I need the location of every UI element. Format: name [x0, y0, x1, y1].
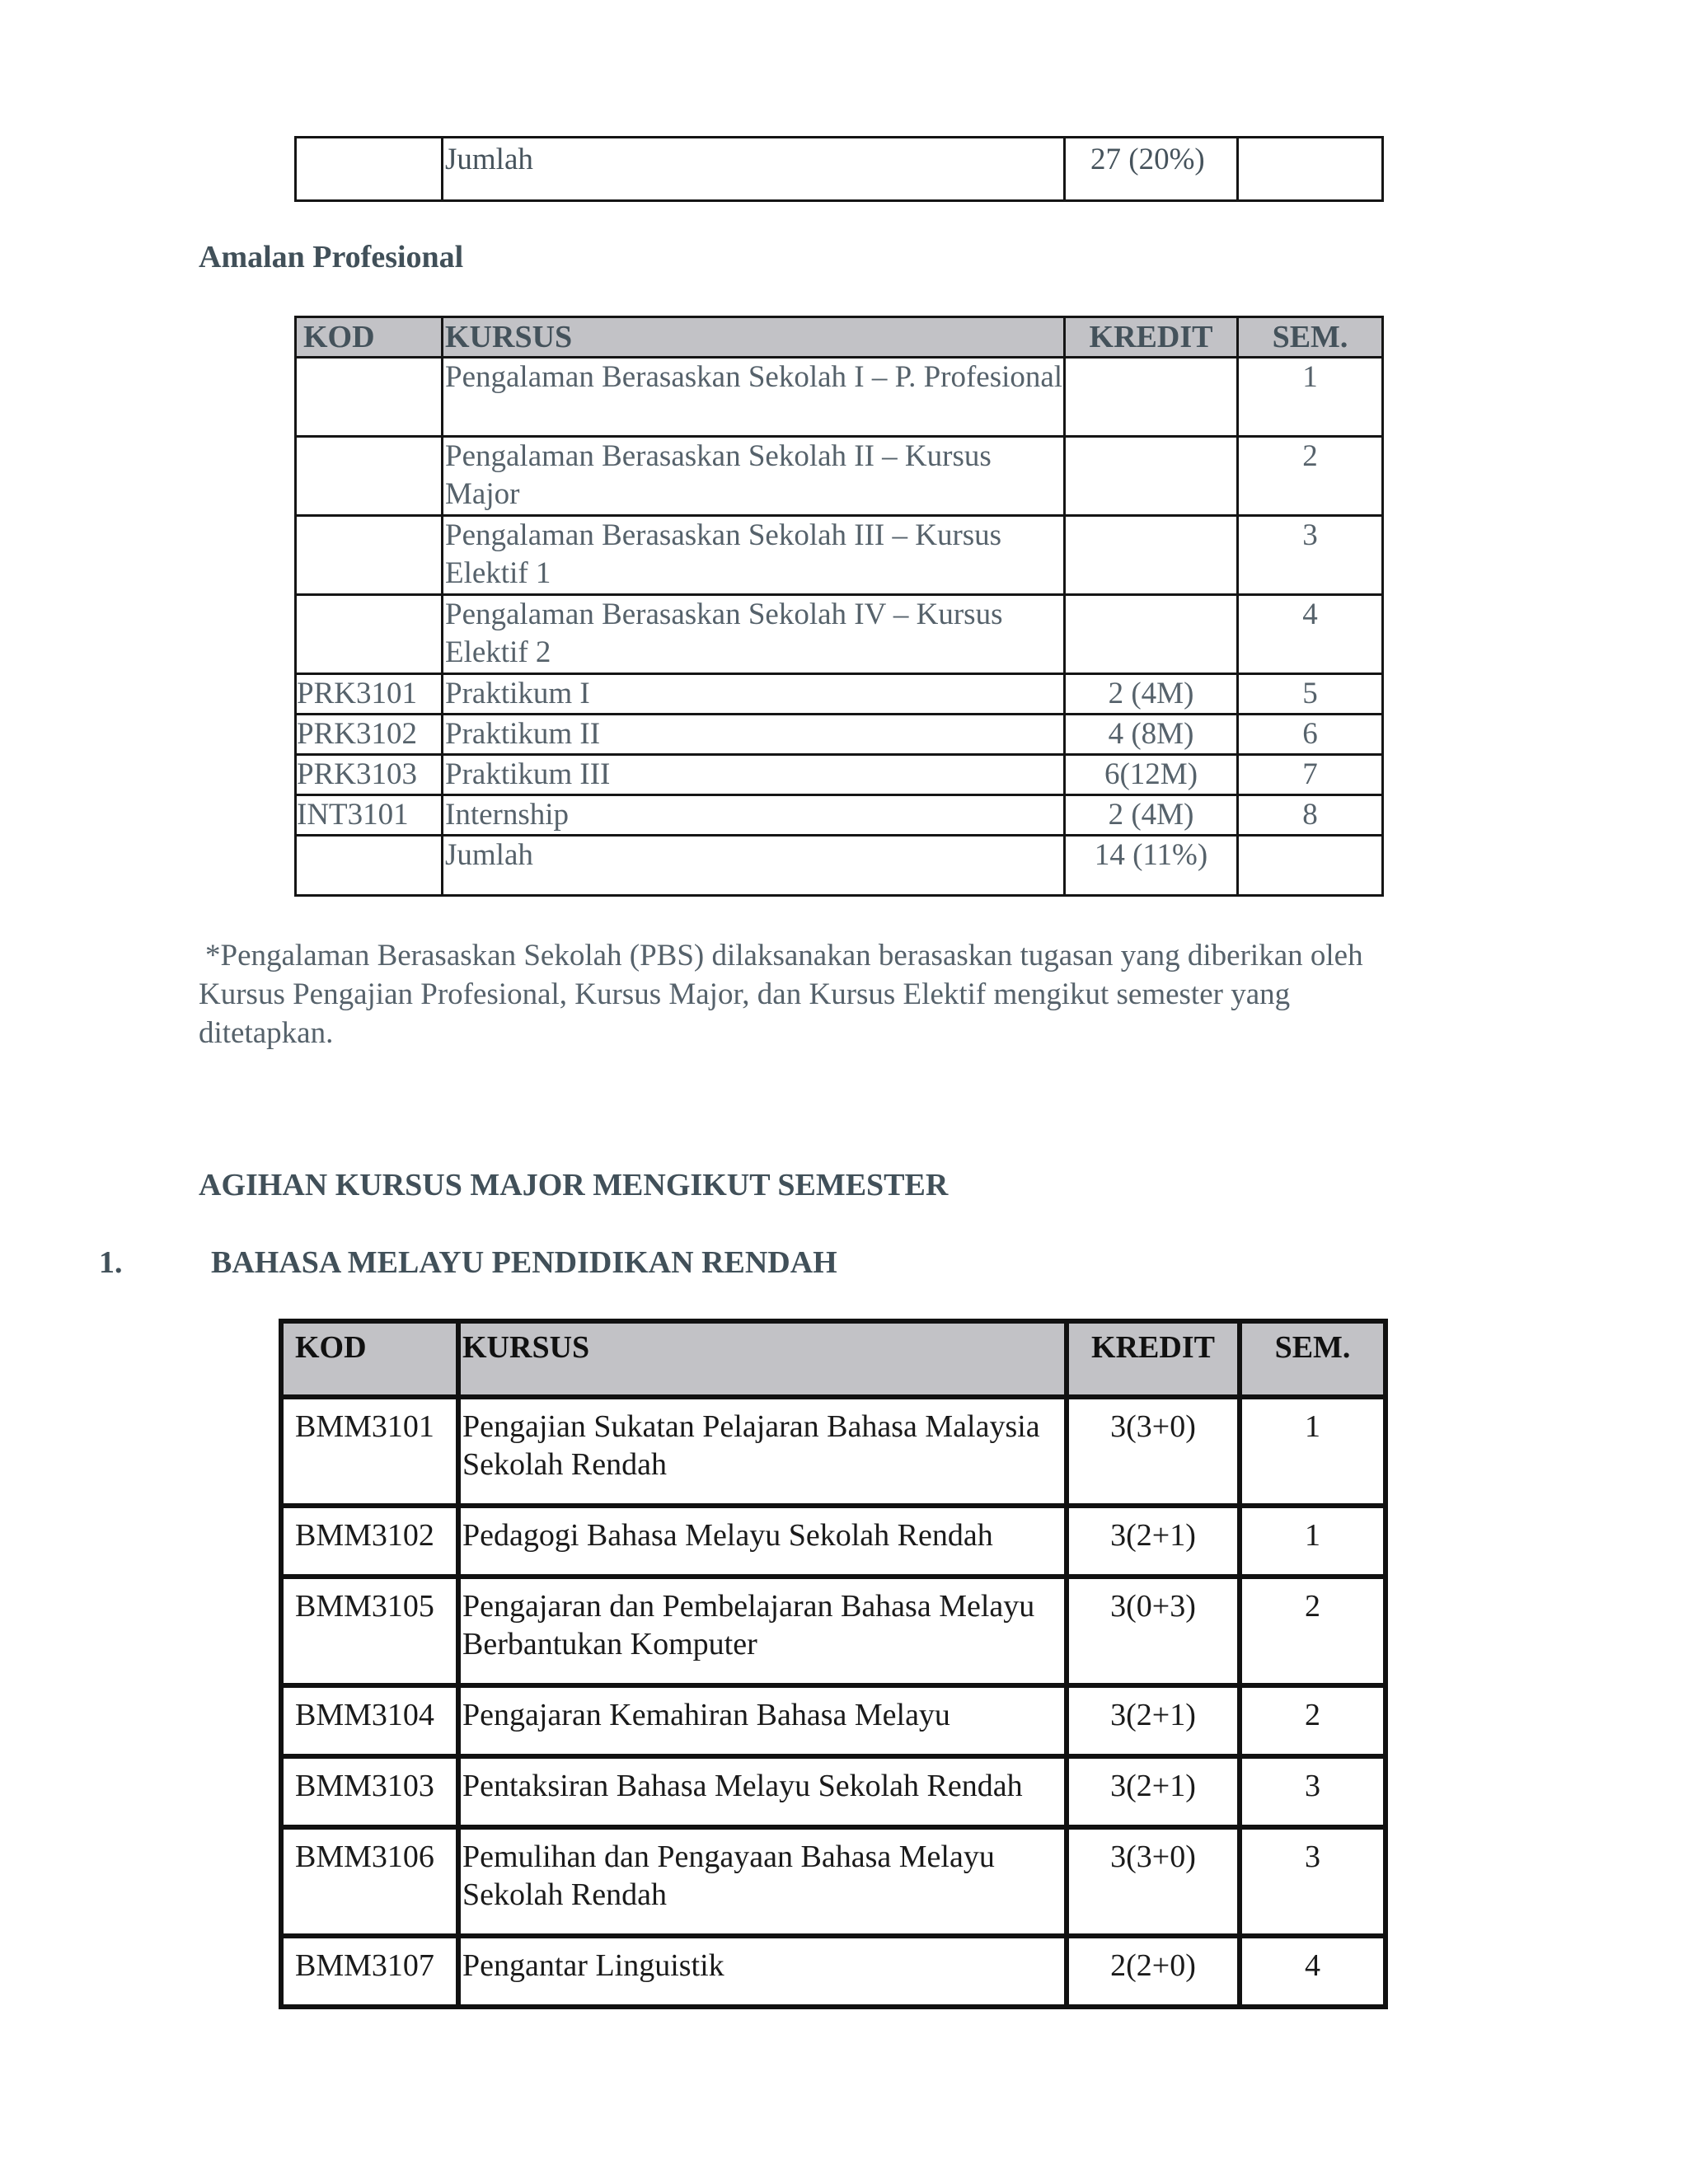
section-title: BAHASA MELAYU PENDIDIKAN RENDAH — [211, 1245, 837, 1280]
table-row — [296, 755, 1383, 795]
header-kod: KOD — [281, 1321, 458, 1397]
pbs-note — [199, 936, 1484, 1052]
note-line-2: Kursus Pengajian Profesional, Kursus Major, dan Kursus Elektif mengikut semester yang — [199, 977, 1291, 1011]
kredit-cell: 3(2+1) — [1067, 1506, 1240, 1577]
kod-cell: INT3101 — [296, 795, 443, 836]
kursus-cell: Internship — [443, 795, 1065, 836]
kod-cell: PRK3101 — [296, 674, 443, 715]
table-row — [296, 516, 1383, 595]
table-row — [281, 1577, 1386, 1685]
kod-cell: BMM3106 — [281, 1827, 458, 1936]
table-row — [296, 795, 1383, 836]
kursus-cell: Praktikum III — [443, 755, 1065, 795]
sem-cell: 3 — [1238, 516, 1383, 595]
section-heading-amalan: Amalan Profesional — [199, 240, 464, 274]
sem-cell: 6 — [1238, 715, 1383, 755]
table-row — [281, 1756, 1386, 1827]
table-row — [281, 1685, 1386, 1756]
kursus-cell: Pengalaman Berasaskan Sekolah IV – Kursus Elektif 2 — [443, 595, 1065, 674]
section-heading-agihan: AGIHAN KURSUS MAJOR MENGIKUT SEMESTER — [199, 1168, 949, 1202]
sem-cell: 2 — [1238, 437, 1383, 516]
kod-cell: BMM3104 — [281, 1685, 458, 1756]
table-row — [281, 1827, 1386, 1936]
kredit-cell — [1065, 595, 1238, 674]
header-kredit: KREDIT — [1065, 317, 1238, 358]
kursus-cell: Pengantar Linguistik — [458, 1936, 1067, 2007]
bahasa-melayu-table — [279, 1319, 1388, 2009]
total-table-top — [294, 136, 1384, 202]
table-row — [281, 1397, 1386, 1506]
sem-cell: 5 — [1238, 674, 1383, 715]
table-row — [296, 437, 1383, 516]
kod-cell: BMM3102 — [281, 1506, 458, 1577]
sem-cell: 3 — [1240, 1756, 1386, 1827]
kod-cell — [296, 516, 443, 595]
sem-cell: 7 — [1238, 755, 1383, 795]
kredit-cell — [1065, 516, 1238, 595]
table-row — [296, 358, 1383, 437]
kredit-cell: 3(3+0) — [1067, 1827, 1240, 1936]
sem-cell: 4 — [1240, 1936, 1386, 2007]
sem-cell — [1238, 836, 1383, 896]
kredit-cell: 3(2+1) — [1067, 1685, 1240, 1756]
kredit-cell: 3(2+1) — [1067, 1756, 1240, 1827]
kredit-cell: 2 (4M) — [1065, 795, 1238, 836]
kredit-cell: 2(2+0) — [1067, 1936, 1240, 2007]
kursus-cell: Pengalaman Berasaskan Sekolah I – P. Profesional — [443, 358, 1065, 437]
kod-cell: BMM3105 — [281, 1577, 458, 1685]
table-row — [296, 138, 1383, 201]
kod-cell: PRK3103 — [296, 755, 443, 795]
sem-cell: 1 — [1240, 1506, 1386, 1577]
table-row — [281, 1936, 1386, 2007]
kursus-cell: Praktikum II — [443, 715, 1065, 755]
sem-cell — [1238, 138, 1383, 201]
note-line-3: ditetapkan. — [199, 1016, 334, 1050]
kod-cell: BMM3107 — [281, 1936, 458, 2007]
table-row — [296, 595, 1383, 674]
kod-cell: PRK3102 — [296, 715, 443, 755]
sem-cell: 2 — [1240, 1685, 1386, 1756]
kredit-cell: 2 (4M) — [1065, 674, 1238, 715]
kredit-cell: 3(3+0) — [1067, 1397, 1240, 1506]
header-kod: KOD — [296, 317, 443, 358]
kredit-cell: 3(0+3) — [1067, 1577, 1240, 1685]
kredit-cell: 6(12M) — [1065, 755, 1238, 795]
table-header-row — [281, 1321, 1386, 1397]
kursus-cell: Praktikum I — [443, 674, 1065, 715]
sem-cell: 1 — [1238, 358, 1383, 437]
table-row — [296, 715, 1383, 755]
kursus-cell: Jumlah — [443, 836, 1065, 896]
kursus-cell: Pengalaman Berasaskan Sekolah II – Kursus Major — [443, 437, 1065, 516]
kredit-cell — [1065, 437, 1238, 516]
kredit-cell: 4 (8M) — [1065, 715, 1238, 755]
header-kursus: KURSUS — [443, 317, 1065, 358]
kursus-cell: Jumlah — [443, 138, 1065, 201]
table-row-total — [296, 836, 1383, 896]
header-kursus: KURSUS — [458, 1321, 1067, 1397]
kursus-cell: Pengajaran Kemahiran Bahasa Melayu — [458, 1685, 1067, 1756]
kursus-cell: Pengajian Sukatan Pelajaran Bahasa Malaysia Sekolah Rendah — [458, 1397, 1067, 1506]
sem-cell: 3 — [1240, 1827, 1386, 1936]
kursus-cell: Pentaksiran Bahasa Melayu Sekolah Rendah — [458, 1756, 1067, 1827]
section-number: 1. — [99, 1245, 123, 1280]
sem-cell: 2 — [1240, 1577, 1386, 1685]
note-line-1: *Pengalaman Berasaskan Sekolah (PBS) dilaksanakan berasaskan tugasan yang diberikan oleh — [205, 939, 1363, 972]
table-header-row — [296, 317, 1383, 358]
kod-cell — [296, 437, 443, 516]
table-row — [296, 674, 1383, 715]
kredit-cell: 27 (20%) — [1065, 138, 1238, 201]
kod-cell: BMM3103 — [281, 1756, 458, 1827]
header-kredit: KREDIT — [1067, 1321, 1240, 1397]
kod-cell — [296, 138, 443, 201]
header-sem: SEM. — [1240, 1321, 1386, 1397]
kod-cell: BMM3101 — [281, 1397, 458, 1506]
amalan-profesional-table — [294, 316, 1384, 897]
kursus-cell: Pengajaran dan Pembelajaran Bahasa Melayu Berbantukan Komputer — [458, 1577, 1067, 1685]
kursus-cell: Pemulihan dan Pengayaan Bahasa Melayu Sekolah Rendah — [458, 1827, 1067, 1936]
kursus-cell: Pengalaman Berasaskan Sekolah III – Kursus Elektif 1 — [443, 516, 1065, 595]
header-sem: SEM. — [1238, 317, 1383, 358]
sem-cell: 8 — [1238, 795, 1383, 836]
kod-cell — [296, 595, 443, 674]
table-row — [281, 1506, 1386, 1577]
kod-cell — [296, 836, 443, 896]
kursus-cell: Pedagogi Bahasa Melayu Sekolah Rendah — [458, 1506, 1067, 1577]
sem-cell: 1 — [1240, 1397, 1386, 1506]
kredit-cell: 14 (11%) — [1065, 836, 1238, 896]
kod-cell — [296, 358, 443, 437]
kredit-cell — [1065, 358, 1238, 437]
sem-cell: 4 — [1238, 595, 1383, 674]
